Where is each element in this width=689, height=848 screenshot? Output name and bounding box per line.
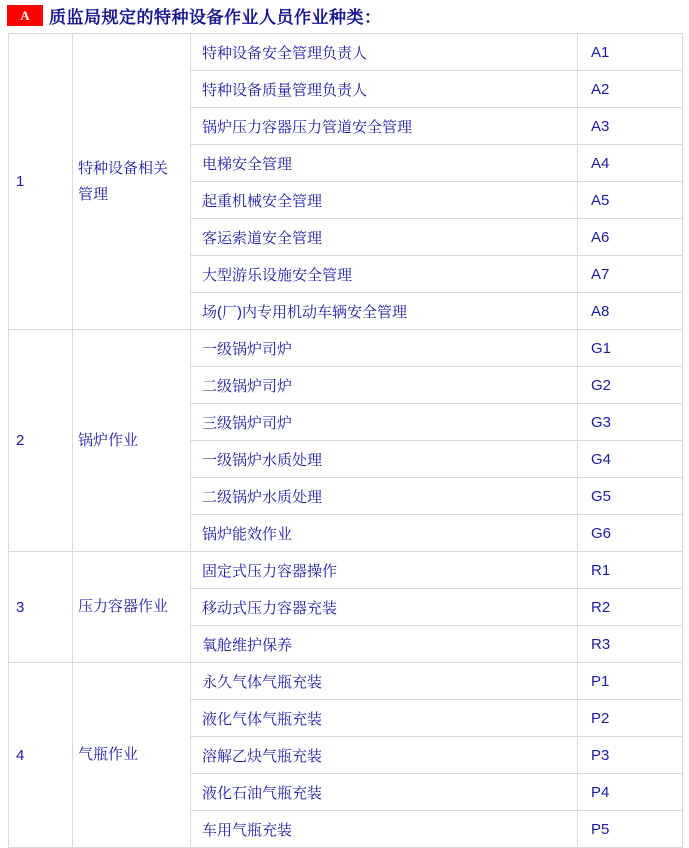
item-code-cell: R2 — [578, 589, 683, 626]
item-code-cell: A7 — [578, 256, 683, 293]
job-categories-table — [8, 33, 683, 848]
item-name-cell: 一级锅炉水质处理 — [191, 441, 578, 478]
item-name-cell: 场(厂)内专用机动车辆安全管理 — [191, 293, 578, 330]
item-code-cell: A2 — [578, 71, 683, 108]
table-row — [9, 330, 683, 367]
item-code-cell: G1 — [578, 330, 683, 367]
item-name-cell: 车用气瓶充装 — [191, 811, 578, 848]
item-name-cell: 二级锅炉水质处理 — [191, 478, 578, 515]
item-code-cell: A6 — [578, 219, 683, 256]
table-row — [9, 663, 683, 700]
item-code-cell: P5 — [578, 811, 683, 848]
section-a-badge: A — [7, 5, 43, 26]
item-code-cell: A1 — [578, 34, 683, 71]
item-name-cell: 起重机械安全管理 — [191, 182, 578, 219]
item-name-cell: 氧舱维护保养 — [191, 626, 578, 663]
item-code-cell: G6 — [578, 515, 683, 552]
item-code-cell: A3 — [578, 108, 683, 145]
section-number-cell: 1 — [9, 34, 73, 330]
item-code-cell: P3 — [578, 737, 683, 774]
page-header — [7, 5, 689, 26]
item-name-cell: 客运索道安全管理 — [191, 219, 578, 256]
section-number-cell: 4 — [9, 663, 73, 848]
item-name-cell: 大型游乐设施安全管理 — [191, 256, 578, 293]
item-name-cell: 三级锅炉司炉 — [191, 404, 578, 441]
item-name-cell: 液化石油气瓶充装 — [191, 774, 578, 811]
item-code-cell: P2 — [578, 700, 683, 737]
item-code-cell: P1 — [578, 663, 683, 700]
item-code-cell: G2 — [578, 367, 683, 404]
section-category-cell: 特种设备相关管理 — [73, 34, 191, 330]
item-name-cell: 锅炉能效作业 — [191, 515, 578, 552]
item-name-cell: 移动式压力容器充装 — [191, 589, 578, 626]
item-code-cell: P4 — [578, 774, 683, 811]
item-name-cell: 特种设备安全管理负责人 — [191, 34, 578, 71]
item-code-cell: A4 — [578, 145, 683, 182]
table-body — [9, 34, 683, 848]
item-code-cell: A8 — [578, 293, 683, 330]
item-name-cell: 一级锅炉司炉 — [191, 330, 578, 367]
section-category-cell: 锅炉作业 — [73, 330, 191, 552]
item-code-cell: G5 — [578, 478, 683, 515]
item-code-cell: G4 — [578, 441, 683, 478]
item-code-cell: A5 — [578, 182, 683, 219]
section-number-cell: 3 — [9, 552, 73, 663]
item-name-cell: 锅炉压力容器压力管道安全管理 — [191, 108, 578, 145]
section-number-cell: 2 — [9, 330, 73, 552]
section-category-cell: 气瓶作业 — [73, 663, 191, 848]
item-code-cell: G3 — [578, 404, 683, 441]
item-name-cell: 电梯安全管理 — [191, 145, 578, 182]
item-code-cell: R1 — [578, 552, 683, 589]
item-name-cell: 溶解乙炔气瓶充装 — [191, 737, 578, 774]
table-row — [9, 552, 683, 589]
item-name-cell: 固定式压力容器操作 — [191, 552, 578, 589]
page-title: 质监局规定的特种设备作业人员作业种类： — [49, 8, 382, 27]
item-name-cell: 液化气体气瓶充装 — [191, 700, 578, 737]
item-name-cell: 特种设备质量管理负责人 — [191, 71, 578, 108]
item-code-cell: R3 — [578, 626, 683, 663]
item-name-cell: 永久气体气瓶充装 — [191, 663, 578, 700]
item-name-cell: 二级锅炉司炉 — [191, 367, 578, 404]
table-row — [9, 34, 683, 71]
section-category-cell: 压力容器作业 — [73, 552, 191, 663]
